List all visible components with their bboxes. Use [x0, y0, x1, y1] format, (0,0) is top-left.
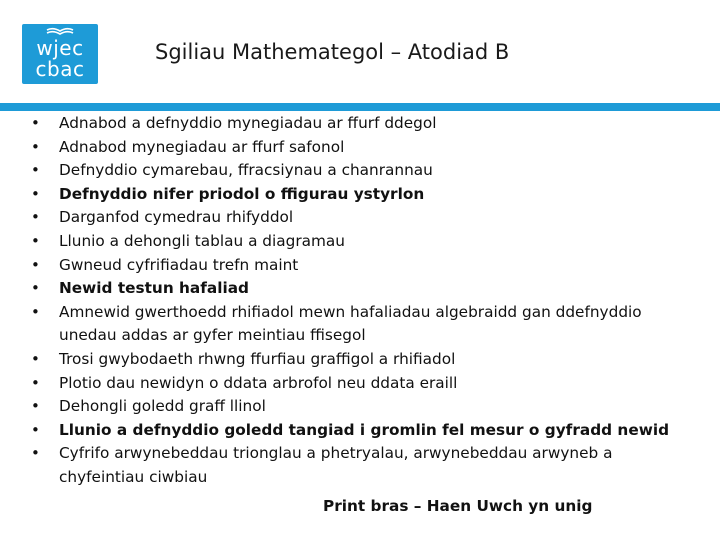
bullet-text: Llunio a defnyddio goledd tangiad i gromlin fel mesur o gyfradd newid: [59, 420, 670, 439]
header-divider: [0, 103, 720, 111]
bullet-item: [0, 419, 720, 443]
bullet-text: Amnewid gwerthoedd rhifiadol mewn hafaliadau algebraidd gan ddefnyddio unedau addas ar gyfer meintiau ffisegol: [59, 302, 642, 345]
bullet-item: [0, 206, 720, 230]
logo-text-cbac: cbac: [35, 57, 85, 81]
bullet-dot-icon: •: [31, 255, 40, 274]
bullet-item: [0, 348, 720, 372]
bullet-item: [0, 230, 720, 254]
page-title: Sgiliau Mathemategol – Atodiad B: [155, 40, 510, 64]
bullet-item: [0, 254, 720, 278]
bullet-item: [0, 301, 720, 348]
bullet-item: [0, 442, 720, 489]
footnote: Print bras – Haen Uwch yn unig: [323, 497, 593, 515]
bullet-text: Newid testun hafaliad: [59, 279, 249, 298]
bullet-item: [0, 112, 720, 136]
bullet-dot-icon: •: [31, 137, 40, 156]
bullet-text: Defnyddio nifer priodol o ffigurau ystyrlon: [59, 184, 425, 203]
bullet-dot-icon: •: [31, 444, 40, 463]
bullet-text: Llunio a dehongli tablau a diagramau: [59, 231, 345, 250]
bullet-item: [0, 159, 720, 183]
bullet-item: [0, 372, 720, 396]
bullet-text: Dehongli goledd graff llinol: [59, 397, 266, 416]
header: [0, 0, 720, 103]
bullet-item: [0, 395, 720, 419]
bullet-dot-icon: •: [31, 420, 40, 439]
bullet-dot-icon: •: [31, 302, 40, 321]
bullet-text: Darganfod cymedrau rhifyddol: [59, 208, 294, 227]
bullet-text: Adnabod mynegiadau ar ffurf safonol: [59, 137, 345, 156]
bullet-text: Gwneud cyfrifiadau trefn maint: [59, 255, 299, 274]
bullet-dot-icon: •: [31, 349, 40, 368]
bullet-text: Trosi gwybodaeth rhwng ffurfiau graffigol a rhifiadol: [59, 349, 456, 368]
bullet-dot-icon: •: [31, 397, 40, 416]
bullet-dot-icon: •: [31, 373, 40, 392]
bullet-item: [0, 183, 720, 207]
logo-text-wjec: wjec: [36, 36, 84, 60]
bullet-text: Plotio dau newidyn o ddata arbrofol neu ddata eraill: [59, 373, 458, 392]
bullet-item: [0, 277, 720, 301]
bullet-dot-icon: •: [31, 161, 40, 180]
bullet-dot-icon: •: [31, 279, 40, 298]
bullet-dot-icon: •: [31, 231, 40, 250]
bullet-text: Cyfrifo arwynebeddau trionglau a phetryalau, arwynebeddau arwyneb a chyfeintiau ciwbiau: [59, 444, 613, 486]
bullet-dot-icon: •: [31, 184, 40, 203]
wjec-cbac-logo[interactable]: [22, 24, 98, 84]
bullet-item: [0, 136, 720, 160]
bullet-list: [0, 112, 720, 490]
bullet-text: Adnabod a defnyddio mynegiadau ar ffurf ddegol: [59, 114, 437, 132]
bullet-text: Defnyddio cymarebau, ffracsiynau a chanrannau: [59, 161, 433, 180]
bullet-dot-icon: •: [31, 114, 40, 132]
bullet-dot-icon: •: [31, 208, 40, 227]
